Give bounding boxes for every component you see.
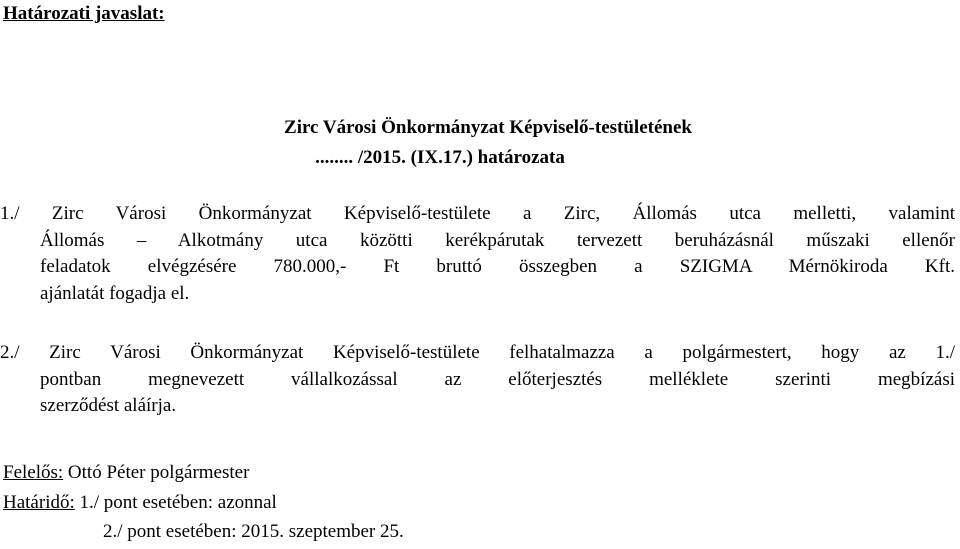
- paragraph-line: Állomás – Alkotmány utca közötti kerékpárutak tervezett beruházásnál műszaki ellenőr: [40, 229, 955, 251]
- resolution-point-1: [0, 201, 955, 307]
- deadline-row-2: 2./ pont esetében: 2015. szeptember 25.: [103, 521, 404, 542]
- paragraph-line: feladatok elvégzésére 780.000,- Ft bruttó összegben a SZIGMA Mérnökiroda Kft.: [40, 256, 955, 277]
- paragraph-line: pontban megnevezett vállalkozással az előterjesztés melléklete szerinti megbízási: [40, 368, 955, 390]
- resolution-title: Zirc Városi Önkormányzat Képviselő-testületének: [284, 117, 692, 138]
- paragraph-line: ajánlatát fogadja el.: [40, 282, 190, 304]
- responsible-row: [3, 461, 249, 485]
- deadline-label: Határidő:: [3, 492, 75, 513]
- deadline-row: [3, 491, 277, 515]
- paragraph-line: 1./ Zirc Városi Önkormányzat Képviselő-testülete a Zirc, Állomás utca melletti, valamint: [0, 203, 955, 224]
- responsible-value: Ottó Péter polgármester: [63, 462, 250, 483]
- resolution-point-2: [0, 340, 955, 420]
- responsible-label: Felelős:: [3, 462, 64, 483]
- resolution-number: ........ /2015. (IX.17.) határozata: [315, 147, 565, 168]
- deadline-value: 1./ pont esetében: azonnal: [74, 492, 277, 513]
- paragraph-line: szerződést aláírja.: [40, 395, 177, 416]
- paragraph-line: 2./ Zirc Városi Önkormányzat Képviselő-testülete felhatalmazza a polgármestert, hogy az 1./: [0, 342, 955, 363]
- document-heading: Határozati javaslat:: [3, 3, 165, 24]
